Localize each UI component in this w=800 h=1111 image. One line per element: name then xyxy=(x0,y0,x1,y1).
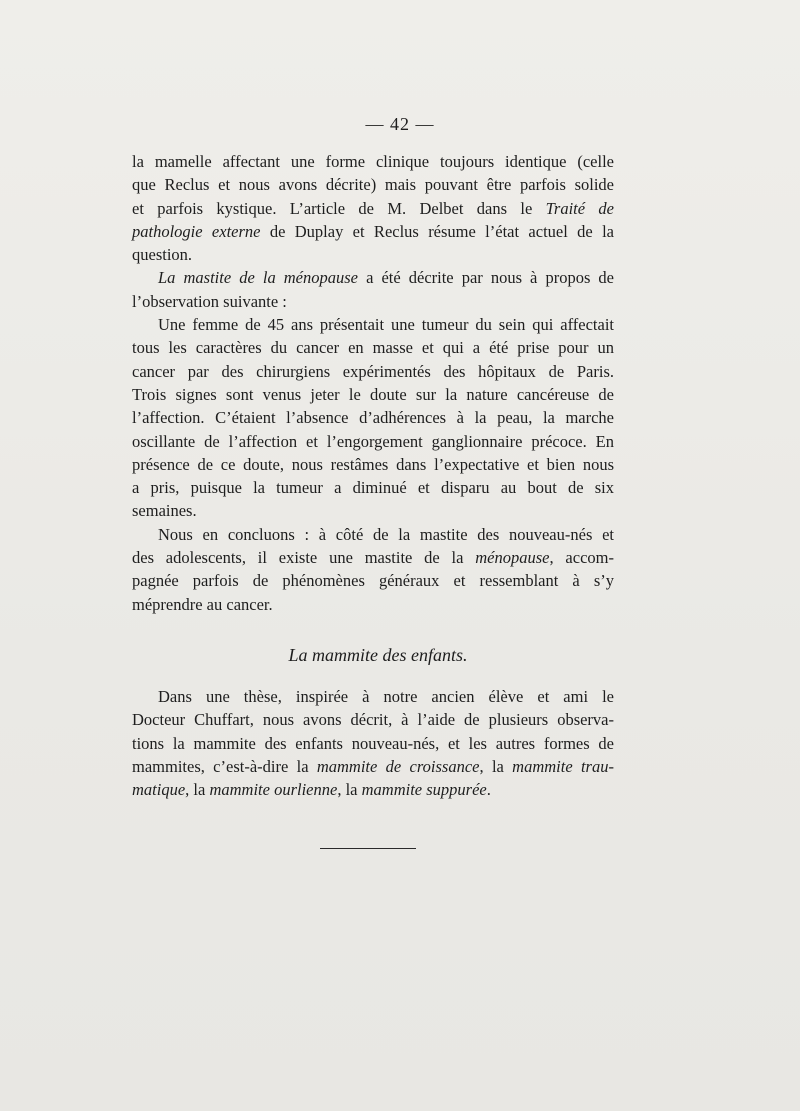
text-line: Docteur Chuffart, nous avons décrit, à l’aide de plusieurs observa- xyxy=(132,710,614,730)
text-line: l’affection. C’étaient l’absence d’adhérences à la peau, la marche xyxy=(132,408,614,428)
text-line: Trois signes sont venus jeter le doute sur la nature cancéreuse de xyxy=(132,384,614,404)
text-line: pathologie externe de Duplay et Reclus résume l’état actuel de la xyxy=(132,221,614,241)
text-line: méprendre au cancer. xyxy=(132,594,273,614)
text-line: La mastite de la ménopause a été décrite par nous à propos de xyxy=(158,268,615,288)
closing-rule xyxy=(320,848,416,849)
text-line: question. xyxy=(132,245,193,265)
text-line: tous les caractères du cancer en masse et qui a été prise pour un xyxy=(132,338,614,358)
text-line: oscillante de l’affection et l’engorgement ganglionnaire précoce. En xyxy=(132,431,614,451)
text-line: semaines. xyxy=(132,501,197,521)
text-line: Dans une thèse, inspirée à notre ancien élève et ami le xyxy=(158,686,614,706)
text-line: et parfois kystique. L’article de M. Delbet dans le Traité de xyxy=(132,198,614,218)
text-line: la mamelle affectant une forme clinique toujours identique (celle xyxy=(132,152,614,171)
text-line: Nous en concluons : à côté de la mastite des nouveau-nés et xyxy=(158,524,614,544)
page-number: — 42 — xyxy=(365,114,435,134)
text-line: présence de ce doute, nous restâmes dans l’expectative et bien nous xyxy=(132,454,614,474)
text-line: cancer par des chirurgiens expérimentés des hôpitaux de Paris. xyxy=(132,361,614,381)
text-line: Une femme de 45 ans présentait une tumeur du sein qui affectait xyxy=(158,315,614,335)
body-text xyxy=(132,150,614,801)
text-line: mammites, c’est-à-dire la mammite de croissance, la mammite trau- xyxy=(132,756,614,776)
text-line: a pris, puisque la tumeur a diminué et disparu au bout de six xyxy=(132,478,614,498)
text-line: pagnée parfois de phénomènes généraux et ressemblant à s’y xyxy=(132,571,614,591)
text-line: matique, la mammite ourlienne, la mammite suppurée. xyxy=(132,780,491,800)
text-line: tions la mammite des enfants nouveau-nés, et les autres formes de xyxy=(132,733,614,753)
text-line: que Reclus et nous avons décrite) mais pouvant être parfois solide xyxy=(132,175,614,195)
section-heading: La mammite des enfants. xyxy=(288,644,468,665)
text-line: des adolescents, il existe une mastite de la ménopause, accom- xyxy=(132,548,614,568)
text-line: l’observation suivante : xyxy=(132,291,287,311)
